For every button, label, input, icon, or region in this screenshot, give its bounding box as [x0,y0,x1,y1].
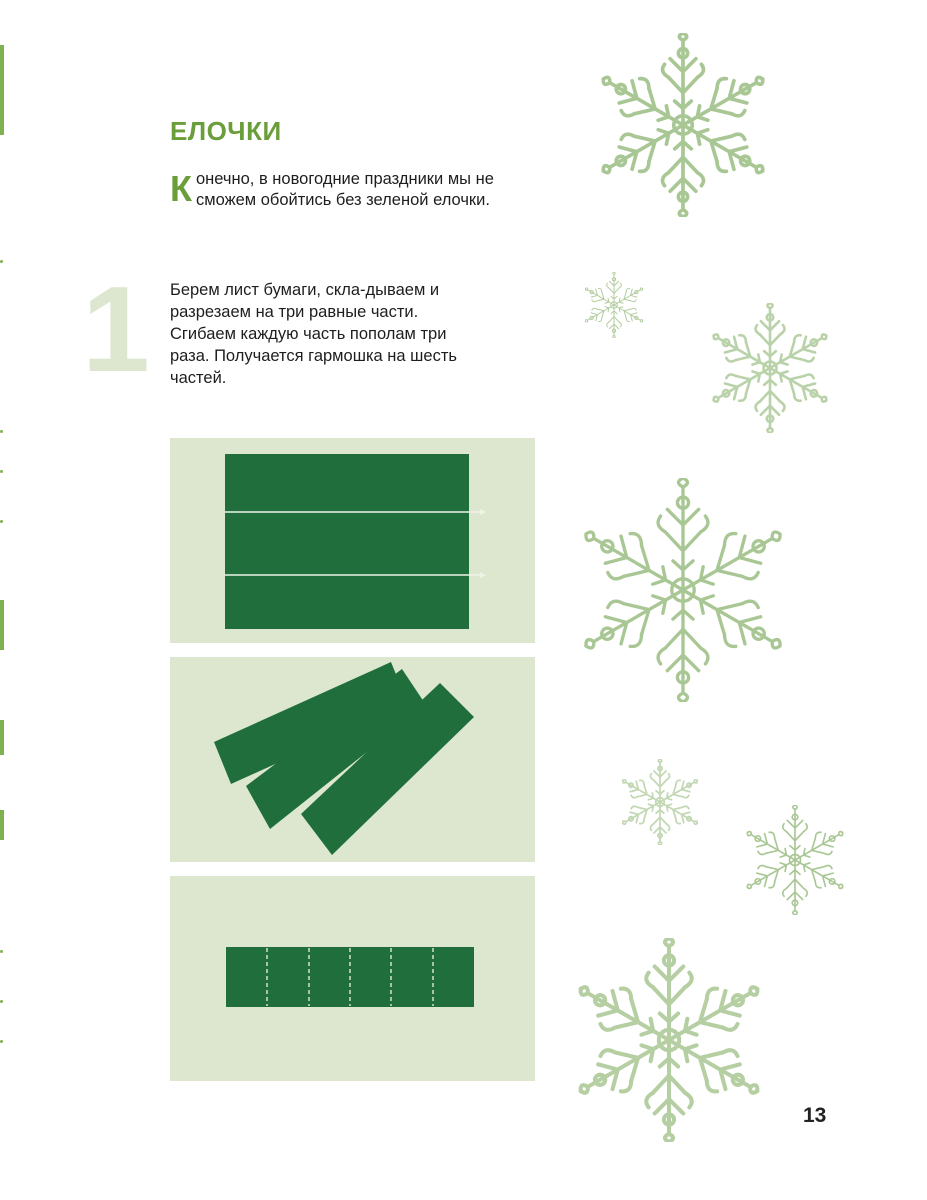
page-number: 13 [803,1104,827,1127]
edge-mark [0,810,4,840]
intro-paragraph [170,169,500,211]
paper-sheet-cut-lines-illustration [170,438,535,643]
intro-text: онечно, в новогодние праздники мы не сможем обойтись без зеленой елочки. [195,170,494,209]
folded-accordion-strip-illustration [170,876,535,1081]
snowflake-icon [705,303,835,433]
edge-mark [0,600,4,650]
edge-dot [0,470,3,473]
edge-dot [0,520,3,523]
drop-cap: К [170,168,192,209]
paper-strips-svg [170,657,535,862]
edge-dot [0,260,3,263]
step-number: 1 [82,261,150,397]
page-title: ЕЛОЧКИ [170,116,282,146]
snowflake-icon [617,759,703,845]
step-instructions: Берем лист бумаги, скла-дываем и разрезаем на три равные части. Сгибаем каждую часть пополам три раза. Получается гармошка на шесть частей. [170,281,457,387]
snowflake-icon [581,272,647,338]
snowflake-icon [571,478,795,702]
accordion-strip-svg [170,876,535,1081]
snowflake-icon [740,805,850,915]
edge-dot [0,950,3,953]
snowflake-icon [591,33,775,217]
left-edge-strip [0,0,10,1200]
paper-sheet-svg [170,438,535,643]
edge-mark [0,720,4,755]
edge-dot [0,430,3,433]
snowflake-icon [567,938,771,1142]
three-paper-strips-illustration [170,657,535,862]
paper-sheet [225,454,469,629]
edge-dot [0,1040,3,1043]
edge-mark [0,45,4,135]
edge-dot [0,1000,3,1003]
